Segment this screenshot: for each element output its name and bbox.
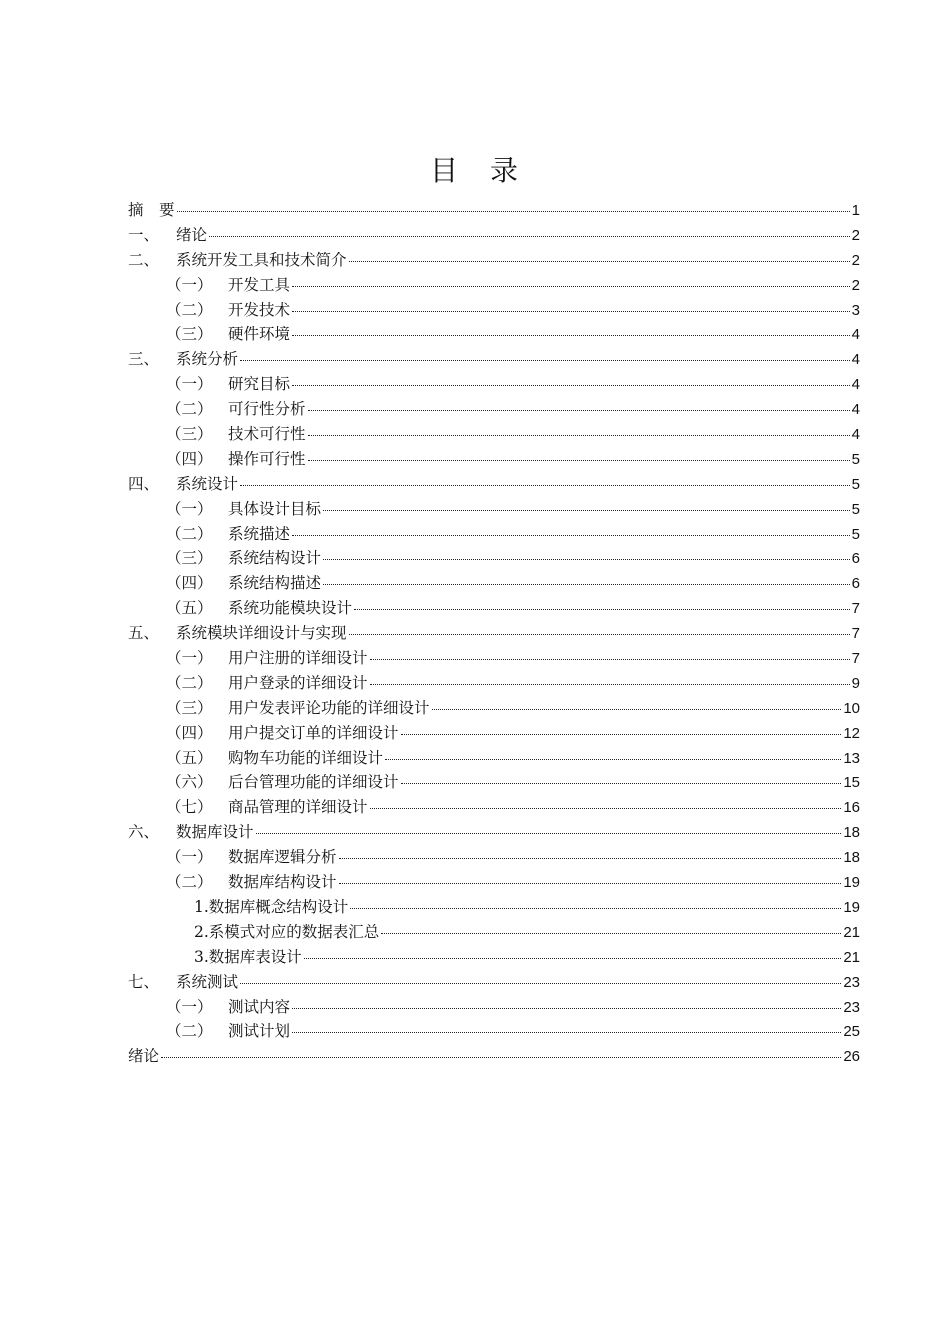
toc-title: 目 录 bbox=[429, 153, 520, 187]
dot-leader bbox=[240, 983, 841, 984]
dot-leader bbox=[385, 759, 841, 760]
toc-entry-page: 10 bbox=[843, 699, 860, 717]
toc-entry[interactable] bbox=[128, 322, 860, 347]
toc-entry-page: 4 bbox=[851, 401, 860, 419]
toc-entry-number: （三） bbox=[166, 698, 213, 717]
toc-entry-label: 数据库结构设计 bbox=[228, 873, 337, 892]
toc-entry[interactable] bbox=[128, 472, 860, 497]
toc-entry[interactable] bbox=[128, 198, 860, 223]
toc-entry-label: 2.系模式对应的数据表汇总 bbox=[194, 922, 380, 941]
dot-leader bbox=[354, 609, 850, 610]
toc-entry-label: 系统结构描述 bbox=[228, 574, 322, 593]
toc-entry-label: 开发工具 bbox=[228, 275, 291, 294]
toc-entry-page: 4 bbox=[851, 351, 860, 369]
toc-entry-page: 6 bbox=[851, 550, 860, 568]
toc-entry-number: 一、 bbox=[128, 225, 160, 244]
toc-entry-page: 7 bbox=[851, 625, 860, 643]
toc-entry-label: 数据库逻辑分析 bbox=[228, 848, 337, 867]
dot-leader bbox=[292, 385, 850, 386]
toc-entry[interactable] bbox=[128, 223, 860, 248]
toc-entry-page: 19 bbox=[843, 874, 860, 892]
dot-leader bbox=[349, 634, 850, 635]
toc-entry-number: （一） bbox=[166, 375, 213, 394]
dot-leader bbox=[349, 261, 850, 262]
toc-entry[interactable] bbox=[128, 995, 860, 1020]
toc-entry[interactable] bbox=[128, 721, 860, 746]
dot-leader bbox=[323, 584, 850, 585]
toc-entry-label: 开发技术 bbox=[228, 300, 291, 319]
toc-entry-page: 18 bbox=[843, 824, 860, 842]
dot-leader bbox=[308, 410, 850, 411]
toc-entry-label: 用户提交订单的详细设计 bbox=[228, 723, 399, 742]
toc-entry-page: 5 bbox=[851, 500, 860, 518]
dot-leader bbox=[308, 435, 850, 436]
toc-entry-number: （二） bbox=[166, 1022, 213, 1041]
toc-entry-label: 1.数据库概念结构设计 bbox=[194, 897, 349, 916]
toc-entry-page: 2 bbox=[851, 276, 860, 294]
toc-entry[interactable] bbox=[128, 646, 860, 671]
toc-entry-page: 6 bbox=[851, 575, 860, 593]
toc-entry[interactable] bbox=[128, 671, 860, 696]
toc-entry-page: 23 bbox=[843, 998, 860, 1016]
toc-entry-page: 2 bbox=[851, 251, 860, 269]
toc-entry-page: 4 bbox=[851, 326, 860, 344]
toc-entry[interactable] bbox=[128, 920, 860, 945]
dot-leader bbox=[177, 211, 850, 212]
toc-entry-page: 2 bbox=[851, 226, 860, 244]
toc-entry-label: 研究目标 bbox=[228, 375, 291, 394]
toc-entry-number: （四） bbox=[166, 449, 213, 468]
toc-entry-page: 7 bbox=[851, 650, 860, 668]
toc-entry-number: （五） bbox=[166, 599, 213, 618]
toc-entry[interactable] bbox=[128, 497, 860, 522]
toc-entry[interactable] bbox=[128, 273, 860, 298]
dot-leader bbox=[339, 883, 842, 884]
toc-entry-number: （二） bbox=[166, 673, 213, 692]
dot-leader bbox=[292, 1008, 841, 1009]
toc-entry[interactable] bbox=[128, 945, 860, 970]
toc-entry[interactable] bbox=[128, 746, 860, 771]
toc-entry-page: 7 bbox=[851, 600, 860, 618]
toc-entry-label: 数据库设计 bbox=[176, 823, 254, 842]
dot-leader bbox=[401, 734, 842, 735]
toc-entry-label: 可行性分析 bbox=[228, 400, 306, 419]
dot-leader bbox=[292, 1032, 841, 1033]
toc-entry-page: 3 bbox=[851, 301, 860, 319]
toc-entry-page: 18 bbox=[843, 849, 860, 867]
toc-entry-number: （一） bbox=[166, 649, 213, 668]
toc-entry-label: 用户注册的详细设计 bbox=[228, 649, 368, 668]
toc-entry-label: 系统分析 bbox=[176, 350, 239, 369]
toc-entry-number: 六、 bbox=[128, 823, 160, 842]
toc-entry-number: （一） bbox=[166, 499, 213, 518]
toc-entry-number: 七、 bbox=[128, 972, 160, 991]
toc-entry[interactable] bbox=[128, 795, 860, 820]
toc-entry-number: （三） bbox=[166, 325, 213, 344]
toc-entry-label: 系统测试 bbox=[176, 972, 239, 991]
toc-entry-label: 系统功能模块设计 bbox=[228, 599, 353, 618]
toc-entry[interactable] bbox=[128, 447, 860, 472]
toc-entry-page: 13 bbox=[843, 749, 860, 767]
dot-leader bbox=[370, 684, 850, 685]
toc-entry-label: 测试内容 bbox=[228, 997, 291, 1016]
toc-entry[interactable] bbox=[128, 372, 860, 397]
toc-entry-number: （七） bbox=[166, 798, 213, 817]
toc-entry-label: 硬件环境 bbox=[228, 325, 291, 344]
toc-entry-page: 5 bbox=[851, 525, 860, 543]
dot-leader bbox=[240, 485, 850, 486]
toc-entry[interactable] bbox=[128, 820, 860, 845]
toc-entry-label: 测试计划 bbox=[228, 1022, 291, 1041]
toc-entry[interactable] bbox=[128, 248, 860, 273]
dot-leader bbox=[370, 808, 842, 809]
dot-leader bbox=[370, 659, 850, 660]
dot-leader bbox=[323, 559, 850, 560]
toc-entry-page: 26 bbox=[843, 1048, 860, 1066]
dot-leader bbox=[308, 460, 850, 461]
dot-leader bbox=[161, 1057, 841, 1058]
toc-entry[interactable] bbox=[128, 546, 860, 571]
dot-leader bbox=[292, 286, 850, 287]
toc-entry-label: 购物车功能的详细设计 bbox=[228, 748, 384, 767]
toc-entry-number: （四） bbox=[166, 723, 213, 742]
toc-entry-page: 4 bbox=[851, 376, 860, 394]
toc-entry-page: 25 bbox=[843, 1023, 860, 1041]
dot-leader bbox=[292, 311, 850, 312]
toc-entry-page: 5 bbox=[851, 475, 860, 493]
toc-entry[interactable] bbox=[128, 596, 860, 621]
dot-leader bbox=[401, 783, 842, 784]
toc-entry-number: （二） bbox=[166, 300, 213, 319]
toc-entry-label: 系统描述 bbox=[228, 524, 291, 543]
toc-entry-label: 绪论 bbox=[176, 225, 208, 244]
toc-entry-label: 用户登录的详细设计 bbox=[228, 673, 368, 692]
toc-entry-number: （六） bbox=[166, 773, 213, 792]
toc-entry[interactable] bbox=[128, 895, 860, 920]
toc-entry[interactable] bbox=[128, 696, 860, 721]
toc-entry-label: 用户发表评论功能的详细设计 bbox=[228, 698, 430, 717]
toc-entry-page: 4 bbox=[851, 426, 860, 444]
toc-entry[interactable] bbox=[128, 422, 860, 447]
toc-entry-page: 21 bbox=[843, 923, 860, 941]
dot-leader bbox=[292, 535, 850, 536]
toc-entry-page: 1 bbox=[851, 202, 860, 219]
toc-entry-label: 具体设计目标 bbox=[228, 499, 322, 518]
toc-entry[interactable] bbox=[128, 298, 860, 323]
toc-entry-label: 商品管理的详细设计 bbox=[228, 798, 368, 817]
toc-entry[interactable] bbox=[128, 571, 860, 596]
toc-entry-number: （五） bbox=[166, 748, 213, 767]
toc-entry[interactable] bbox=[128, 770, 860, 795]
toc-entry[interactable] bbox=[128, 1044, 860, 1069]
toc-entry-label: 系统模块详细设计与实现 bbox=[176, 624, 347, 643]
toc-entry-page: 23 bbox=[843, 973, 860, 991]
toc-entry-label: 3.数据库表设计 bbox=[194, 947, 302, 966]
toc-entry-label: 后台管理功能的详细设计 bbox=[228, 773, 399, 792]
toc-entry-page: 21 bbox=[843, 948, 860, 966]
toc-entry-number: （二） bbox=[166, 400, 213, 419]
toc-entry-page: 19 bbox=[843, 898, 860, 916]
toc-entry-label: 系统结构设计 bbox=[228, 549, 322, 568]
dot-leader bbox=[292, 335, 850, 336]
toc-entry-label: 操作可行性 bbox=[228, 449, 306, 468]
toc-entry-number: （一） bbox=[166, 997, 213, 1016]
toc-entry[interactable] bbox=[128, 522, 860, 547]
dot-leader bbox=[256, 833, 842, 834]
dot-leader bbox=[339, 858, 842, 859]
toc-entry-number: （一） bbox=[166, 275, 213, 294]
dot-leader bbox=[350, 908, 841, 909]
dot-leader bbox=[432, 709, 842, 710]
toc-entry-number: （二） bbox=[166, 524, 213, 543]
toc-list bbox=[128, 198, 860, 1069]
toc-entry[interactable] bbox=[128, 870, 860, 895]
toc-entry-number: 三、 bbox=[128, 350, 160, 369]
toc-entry[interactable] bbox=[128, 347, 860, 372]
toc-entry-label: 绪论 bbox=[128, 1047, 160, 1066]
toc-entry-number: （一） bbox=[166, 848, 213, 867]
toc-entry-number: 二、 bbox=[128, 250, 160, 269]
dot-leader bbox=[381, 933, 841, 934]
toc-entry[interactable] bbox=[128, 1019, 860, 1044]
toc-entry-number: 四、 bbox=[128, 474, 160, 493]
toc-entry-number: （四） bbox=[166, 574, 213, 593]
toc-entry-number: （三） bbox=[166, 549, 213, 568]
toc-entry-page: 15 bbox=[843, 774, 860, 792]
toc-entry[interactable] bbox=[128, 970, 860, 995]
toc-entry[interactable] bbox=[128, 845, 860, 870]
toc-entry[interactable] bbox=[128, 397, 860, 422]
dot-leader bbox=[323, 510, 850, 511]
toc-entry-label: 摘 要 bbox=[128, 201, 175, 219]
toc-entry-number: （二） bbox=[166, 873, 213, 892]
dot-leader bbox=[304, 958, 842, 959]
toc-entry-page: 9 bbox=[851, 674, 860, 692]
dot-leader bbox=[209, 236, 850, 237]
toc-entry-page: 12 bbox=[843, 724, 860, 742]
toc-entry[interactable] bbox=[128, 621, 860, 646]
toc-entry-label: 系统开发工具和技术简介 bbox=[176, 250, 347, 269]
toc-entry-label: 系统设计 bbox=[176, 474, 239, 493]
toc-entry-label: 技术可行性 bbox=[228, 425, 306, 444]
toc-entry-number: 五、 bbox=[128, 624, 160, 643]
toc-entry-page: 5 bbox=[851, 450, 860, 468]
toc-entry-page: 16 bbox=[843, 799, 860, 817]
toc-entry-number: （三） bbox=[166, 425, 213, 444]
dot-leader bbox=[240, 360, 850, 361]
